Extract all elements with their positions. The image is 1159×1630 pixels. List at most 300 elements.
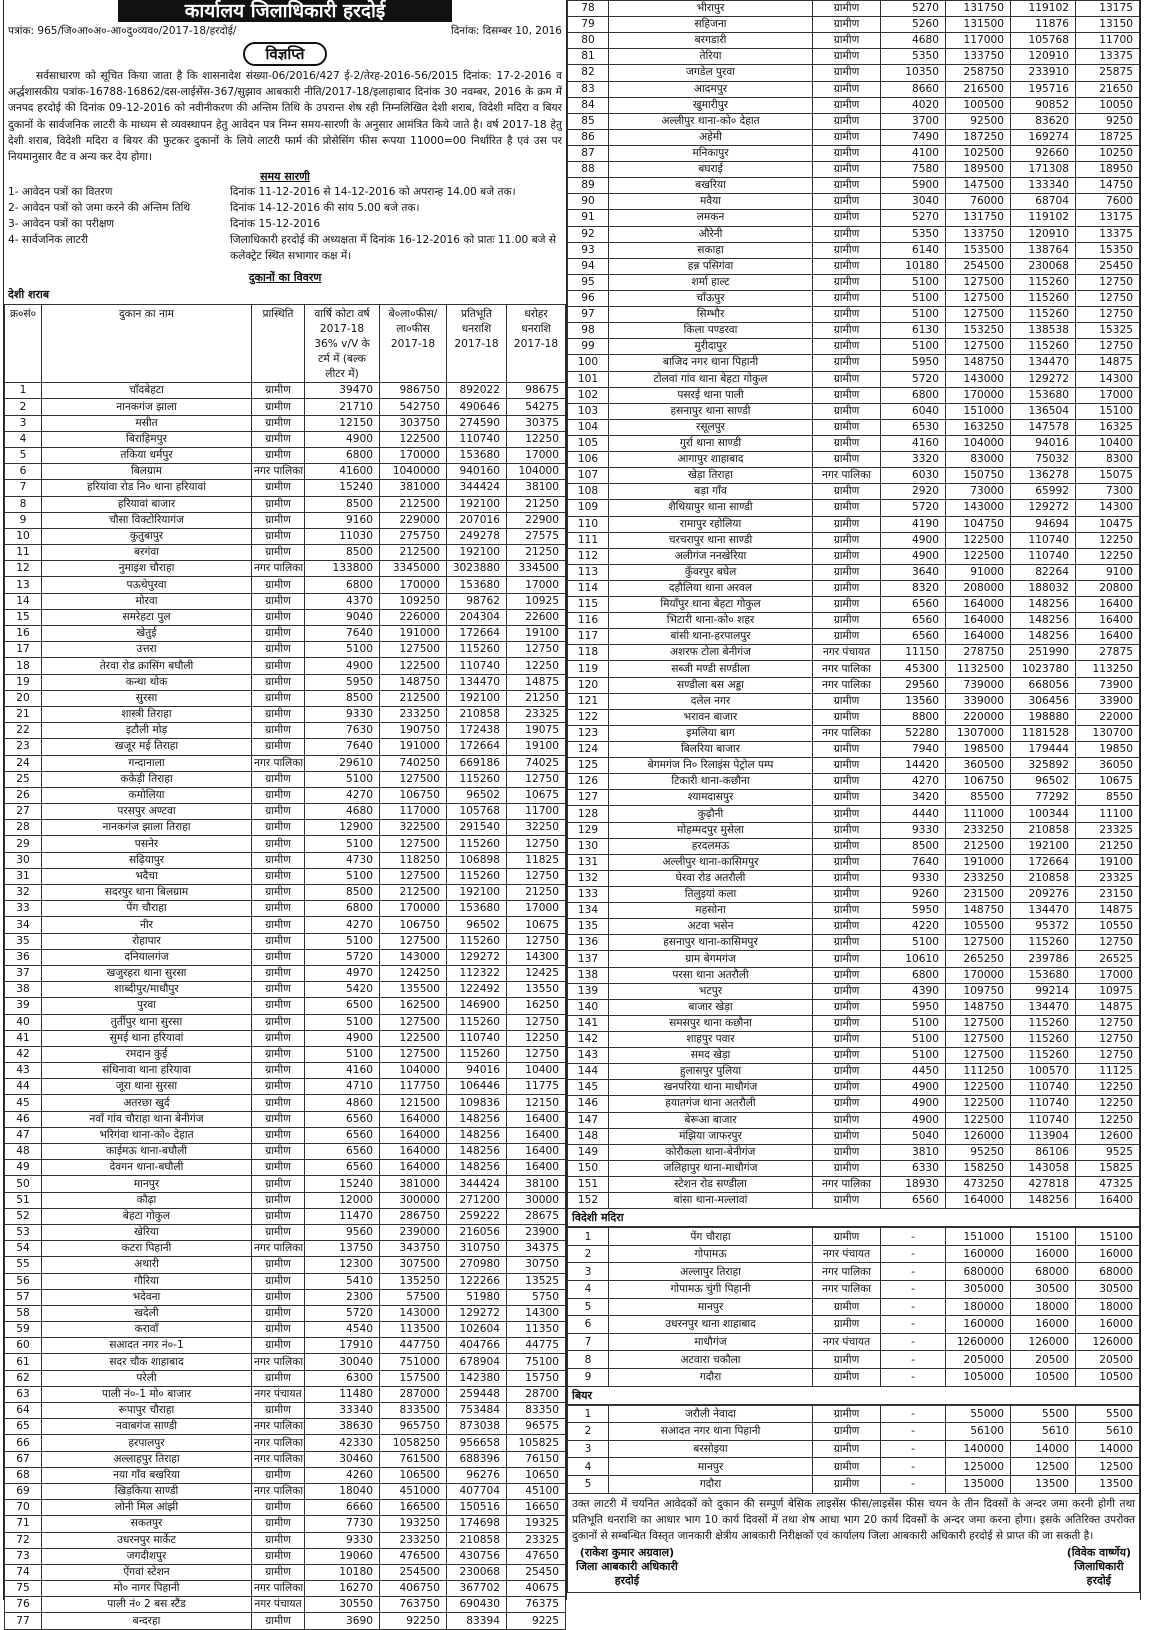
deposit-amount: 23325 [507, 706, 566, 722]
annual-quota: 10610 [881, 951, 946, 967]
shop-name: नीर [42, 917, 252, 933]
shop-name: खेरिया [42, 1224, 252, 1240]
status: ग्रामीण [252, 1111, 305, 1127]
status: नगर पंचायत [813, 645, 881, 661]
status: ग्रामीण [813, 33, 881, 49]
security-amount: 306456 [1011, 693, 1076, 709]
serial-number: 68 [5, 1467, 42, 1483]
table-row [5, 626, 566, 642]
security-amount: 115260 [447, 642, 507, 658]
shop-name: हसनापुर थाना साण्डी [609, 403, 813, 419]
serial-number: 101 [568, 371, 609, 387]
deposit-amount: 54275 [507, 399, 566, 415]
deposit-amount: 11700 [507, 804, 566, 820]
license-fee: 170000 [380, 447, 447, 463]
security-amount: 192100 [447, 545, 507, 561]
security-amount: 148256 [1011, 597, 1076, 613]
status: ग्रामीण [252, 852, 305, 868]
annual-quota: 13560 [881, 693, 946, 709]
status: ग्रामीण [813, 903, 881, 919]
license-fee: 127500 [380, 1046, 447, 1062]
serial-number: 15 [5, 609, 42, 625]
deposit-amount: 12750 [507, 836, 566, 852]
security-amount: 940160 [447, 464, 507, 480]
table-row [5, 1289, 566, 1305]
table-row [5, 609, 566, 625]
serial-number: 47 [5, 1127, 42, 1143]
signature-left [576, 1546, 678, 1588]
serial-number: 83 [568, 81, 609, 97]
annual-quota: 4860 [305, 1095, 380, 1111]
status: ग्रामीण [813, 242, 881, 258]
status: ग्रामीण [252, 949, 305, 965]
serial-number: 100 [568, 355, 609, 371]
annual-quota: 5040 [881, 1128, 946, 1144]
license-fee: 833500 [380, 1403, 447, 1419]
table-row [5, 1354, 566, 1370]
serial-number: 102 [568, 387, 609, 403]
serial-number: 149 [568, 1144, 609, 1160]
schedule-date: दिनांक 11-12-2016 से 14-12-2016 को अपरान्ह 14.00 बजे तक। [230, 186, 516, 199]
status: नगर पालिका [252, 1451, 305, 1467]
deposit-amount: 14875 [1076, 355, 1140, 371]
deposit-amount: 10675 [507, 787, 566, 803]
annual-quota: 6800 [305, 901, 380, 917]
status: नगर पालिका [252, 1419, 305, 1435]
serial-number: 97 [568, 307, 609, 323]
status: ग्रामीण [813, 1440, 881, 1458]
status: नगर पंचायत [252, 1386, 305, 1402]
security-amount: 95372 [1011, 919, 1076, 935]
table-row [5, 1046, 566, 1062]
shop-name: पसरई थाना पाली [609, 387, 813, 403]
serial-number: 96 [568, 290, 609, 306]
signatory-designation: जिला आबकारी अधिकारी [576, 1559, 678, 1573]
annual-quota: 9330 [881, 870, 946, 886]
deposit-amount: 26525 [1076, 951, 1140, 967]
table-row [5, 1208, 566, 1224]
status: ग्रामीण [813, 1368, 881, 1386]
shop-name: परेली [42, 1370, 252, 1386]
license-fee: 1260000 [946, 1333, 1011, 1351]
table-row [5, 593, 566, 609]
status: ग्रामीण [252, 1322, 305, 1338]
serial-number: 54 [5, 1241, 42, 1257]
shop-name: समसपुर थाना कछौना [609, 1015, 813, 1031]
serial-number: 13 [5, 577, 42, 593]
serial-number: 45 [5, 1095, 42, 1111]
serial-number: 21 [5, 706, 42, 722]
serial-number: 60 [5, 1338, 42, 1354]
deposit-amount: 15075 [1076, 468, 1140, 484]
license-fee: 121500 [380, 1095, 447, 1111]
security-amount: 148256 [447, 1144, 507, 1160]
annual-quota: - [881, 1245, 946, 1263]
serial-number: 128 [568, 806, 609, 822]
license-fee: 208000 [946, 580, 1011, 596]
security-amount: 96502 [447, 787, 507, 803]
shop-name: पुरवा [42, 998, 252, 1014]
serial-number: 116 [568, 613, 609, 629]
serial-number: 34 [5, 917, 42, 933]
deposit-amount: 17000 [1076, 967, 1140, 983]
shop-name: मुरीदापुर [609, 339, 813, 355]
security-amount: 94016 [1011, 435, 1076, 451]
annual-quota: 8500 [305, 496, 380, 512]
security-amount: 110740 [447, 658, 507, 674]
table-row [568, 822, 1140, 838]
table-row [5, 787, 566, 803]
deposit-amount: 17000 [507, 447, 566, 463]
license-fee: 148750 [380, 674, 447, 690]
desi-shops-table [4, 304, 566, 1629]
serial-number: 99 [568, 339, 609, 355]
license-fee: 680000 [946, 1263, 1011, 1281]
shop-name: सण्डीला बस अड्डा [609, 677, 813, 693]
table-row [568, 1316, 1140, 1334]
shop-name: नया गाँव बखरिया [42, 1467, 252, 1483]
serial-number: 55 [5, 1257, 42, 1273]
shop-name: भदैचा [42, 868, 252, 884]
table-row [568, 919, 1140, 935]
annual-quota: 29560 [881, 677, 946, 693]
annual-quota: 9330 [305, 706, 380, 722]
license-fee: 102500 [946, 145, 1011, 161]
table-row [5, 836, 566, 852]
table-row [568, 516, 1140, 532]
schedule-title: समय सारणी [260, 170, 310, 184]
license-fee: 56100 [946, 1423, 1011, 1441]
license-fee: 3345000 [380, 561, 447, 577]
table-row [568, 1263, 1140, 1281]
security-amount: 142380 [447, 1370, 507, 1386]
shop-name: खदेली [42, 1305, 252, 1321]
status: नगर पंचायत [813, 1245, 881, 1263]
status: ग्रामीण [252, 399, 305, 415]
license-fee: 1132500 [946, 661, 1011, 677]
status: ग्रामीण [252, 787, 305, 803]
security-amount: 68704 [1011, 194, 1076, 210]
security-amount: 110740 [1011, 1096, 1076, 1112]
serial-number: 22 [5, 723, 42, 739]
license-fee: 151000 [946, 403, 1011, 419]
table-row [568, 1064, 1140, 1080]
status: नगर पालिका [252, 561, 305, 577]
status: ग्रामीण [813, 597, 881, 613]
security-amount: 98762 [447, 593, 507, 609]
serial-number: 94 [568, 258, 609, 274]
status: ग्रामीण [252, 1046, 305, 1062]
deposit-amount: 47650 [507, 1548, 566, 1564]
table-row [5, 965, 566, 981]
serial-number: 20 [5, 690, 42, 706]
security-amount: 1181528 [1011, 725, 1076, 741]
shop-name: हयातगंज थाना अतरौली [609, 1096, 813, 1112]
shop-name: अथारी [42, 1257, 252, 1273]
license-fee: 205000 [946, 1351, 1011, 1369]
table-row [5, 1338, 566, 1354]
annual-quota: 18930 [881, 1176, 946, 1192]
deposit-amount: 14300 [1076, 371, 1140, 387]
shop-name: अशरफ टोला बेनीगंज [609, 645, 813, 661]
shop-name: बिराहिमपुर [42, 431, 252, 447]
shop-name: कुँवरपुर बघेल [609, 564, 813, 580]
security-amount: 209276 [1011, 887, 1076, 903]
security-amount: 210858 [447, 706, 507, 722]
security-amount: 129272 [1011, 371, 1076, 387]
annual-quota: 14420 [881, 758, 946, 774]
license-fee: 381000 [380, 1176, 447, 1192]
shop-name: अटवा भसेन [609, 919, 813, 935]
serial-number: 111 [568, 532, 609, 548]
shop-name: जगदीशपुर [42, 1548, 252, 1564]
serial-number: 61 [5, 1354, 42, 1370]
serial-number: 23 [5, 739, 42, 755]
shop-name: हन्न पसिगंवा [609, 258, 813, 274]
serial-number: 7 [568, 1333, 609, 1351]
annual-quota: 7640 [305, 739, 380, 755]
intro-paragraph: सर्वसाधारण को सूचित किया जाता है कि शासनादेश संख्या-06/2016/427 ई-2/तेरह-2016-56/2015 दिनांक: 17-2-2016 व अर्द्धशासकीय पत्रांक-16788-16862/दस-लाईसेंस-367/सुझाव आबकारी नीति/2017-18/इलाहाबाद दिनांक 30 नवम्बर, 2016 के क्रम में जनपद हरदोई की दिनांक 09-12-2016 को नवीनीकरण की अन्तिम तिथि के उपरान्त शेष रही निम्नलिखित देशी शराब, विदेशी मदिरा व बियर दुकानों के सार्वजनिक लाटरी के माध्यम से व्यवस्थापन हेतु आवेदन पत्र निम्न समय-सारणी के अनुसार आमंत्रित किये जाते है। वर्ष 2017-18 हेतु देशी शराब, विदेशी मदिरा व बियर की फुटकर दुकानों के लिये लाटरी फार्म की प्रोसेसिंग फीस रूपया 11000=00 निर्धारित है एवं उस पर नियमानुसार वैट व अन्य कर देय होगा। [8, 70, 562, 164]
security-amount: 20500 [1011, 1351, 1076, 1369]
deposit-amount: 12600 [1076, 1128, 1140, 1144]
deposit-amount: 40675 [507, 1581, 566, 1597]
shop-name: अलीगंज ननखेरिया [609, 548, 813, 564]
license-fee: 476500 [380, 1548, 447, 1564]
table-row [5, 415, 566, 431]
security-amount: 105768 [447, 804, 507, 820]
serial-number: 72 [5, 1532, 42, 1548]
deposit-amount: 11125 [1076, 1064, 1140, 1080]
license-fee: 127500 [946, 1032, 1011, 1048]
deposit-amount: 12250 [507, 658, 566, 674]
annual-quota: - [881, 1333, 946, 1351]
table-row [5, 901, 566, 917]
deposit-amount: 19100 [507, 626, 566, 642]
annual-quota: 3420 [881, 790, 946, 806]
security-amount: 172664 [447, 739, 507, 755]
status: ग्रामीण [813, 1458, 881, 1476]
shop-name: बाजार खेड़ा [609, 999, 813, 1015]
shop-name: शैथियापुर थाना साण्डी [609, 500, 813, 516]
status: ग्रामीण [252, 706, 305, 722]
shop-name: आगापुर शाहाबाद [609, 452, 813, 468]
table-row [568, 725, 1140, 741]
license-fee: 117000 [946, 33, 1011, 49]
serial-number: 56 [5, 1273, 42, 1289]
license-fee: 140000 [946, 1440, 1011, 1458]
serial-number: 125 [568, 758, 609, 774]
shop-name: हरियांवा रोड नि० थाना हरियावां [42, 480, 252, 496]
status: ग्रामीण [813, 81, 881, 97]
shops-title: दुकानों का विवरण [248, 271, 322, 285]
serial-number: 104 [568, 419, 609, 435]
serial-number: 1 [568, 1228, 609, 1246]
shop-name: खेतुई [42, 626, 252, 642]
license-fee: 739000 [946, 677, 1011, 693]
deposit-amount: 12750 [1076, 1032, 1140, 1048]
annual-quota: 3640 [881, 564, 946, 580]
license-fee: 109750 [946, 983, 1011, 999]
deposit-amount: 38100 [507, 480, 566, 496]
annual-quota: 41600 [305, 464, 380, 480]
signatory-place: हरदोई [1086, 1573, 1112, 1587]
shop-name: मोरवा [42, 593, 252, 609]
table-row [568, 1368, 1140, 1386]
shop-name: सकतपुर [42, 1516, 252, 1532]
license-fee: 170000 [946, 967, 1011, 983]
security-amount: 210858 [1011, 822, 1076, 838]
status: ग्रामीण [813, 1160, 881, 1176]
serial-number: 82 [568, 65, 609, 81]
security-amount: 148256 [1011, 613, 1076, 629]
shop-name: गन्दानाला [42, 755, 252, 771]
annual-quota: 4680 [305, 804, 380, 820]
status: ग्रामीण [813, 484, 881, 500]
status: ग्रामीण [252, 868, 305, 884]
deposit-amount: 19325 [507, 1516, 566, 1532]
license-fee: 220000 [946, 709, 1011, 725]
status: ग्रामीण [813, 113, 881, 129]
table-row [568, 967, 1140, 983]
security-amount: 427818 [1011, 1176, 1076, 1192]
license-fee: 131500 [946, 17, 1011, 33]
status: ग्रामीण [252, 1063, 305, 1079]
annual-quota: 6560 [305, 1160, 380, 1176]
annual-quota: 4100 [881, 145, 946, 161]
deposit-amount: 25450 [1076, 258, 1140, 274]
shop-name: हरियावां बाजार [42, 496, 252, 512]
serial-number: 52 [5, 1208, 42, 1224]
table-row [5, 1419, 566, 1435]
annual-quota: 6560 [881, 629, 946, 645]
shop-name: अल्लीपुर थाना-कासिमपुर [609, 854, 813, 870]
deposit-amount: 15750 [507, 1370, 566, 1386]
annual-quota: 19060 [305, 1548, 380, 1564]
shop-name: इमलिया बाग [609, 725, 813, 741]
serial-number: 39 [5, 998, 42, 1014]
table-row [568, 435, 1140, 451]
deposit-amount: 34375 [507, 1241, 566, 1257]
license-fee: 191000 [380, 626, 447, 642]
status: ग्रामीण [252, 609, 305, 625]
security-amount: 129272 [1011, 500, 1076, 516]
shop-name: खनपरिया थाना माधौगंज [609, 1080, 813, 1096]
security-amount: 274590 [447, 415, 507, 431]
shop-name: पऊथेपुरवा [42, 577, 252, 593]
status: ग्रामीण [813, 516, 881, 532]
serial-number: 146 [568, 1096, 609, 1112]
security-amount: 134470 [1011, 355, 1076, 371]
serial-number: 109 [568, 500, 609, 516]
security-amount: 122266 [447, 1273, 507, 1289]
annual-quota: 8500 [881, 838, 946, 854]
column-header: क्र०सं० [5, 305, 42, 383]
serial-number: 40 [5, 1014, 42, 1030]
annual-quota: 52280 [881, 725, 946, 741]
deposit-amount: 10550 [1076, 919, 1140, 935]
shop-name: बांसी थाना-हरपालपुर [609, 629, 813, 645]
serial-number: 28 [5, 820, 42, 836]
table-row [568, 999, 1140, 1015]
serial-number: 151 [568, 1176, 609, 1192]
security-amount: 136504 [1011, 403, 1076, 419]
license-fee: 160000 [946, 1316, 1011, 1334]
annual-quota: 5100 [881, 1032, 946, 1048]
license-fee: 542750 [380, 399, 447, 415]
status: ग्रामीण [813, 49, 881, 65]
table-row [568, 1298, 1140, 1316]
status: ग्रामीण [252, 933, 305, 949]
annual-quota: 6560 [305, 1127, 380, 1143]
serial-number: 144 [568, 1064, 609, 1080]
license-fee: 166500 [380, 1500, 447, 1516]
table-row [5, 1581, 566, 1597]
deposit-amount: 16000 [1076, 1316, 1140, 1334]
deposit-amount: 12750 [1076, 274, 1140, 290]
table-row [5, 868, 566, 884]
shop-name: नुमाइश चौराहा [42, 561, 252, 577]
shop-name: अल्लाहपुर तिराहा [42, 1451, 252, 1467]
column-header: दुकान का नाम [42, 305, 252, 383]
shop-name: भीरापुर [609, 1, 813, 17]
deposit-amount: 21250 [507, 545, 566, 561]
serial-number: 80 [568, 33, 609, 49]
annual-quota: 15240 [305, 1176, 380, 1192]
deposit-amount: 12750 [1076, 290, 1140, 306]
license-fee: 212500 [380, 690, 447, 706]
table-row [5, 1111, 566, 1127]
status: ग्रामीण [252, 1467, 305, 1483]
status: ग्रामीण [813, 790, 881, 806]
annual-quota: 4730 [305, 852, 380, 868]
status: ग्रामीण [252, 512, 305, 528]
shop-name: भरावन बाजार [609, 709, 813, 725]
column-header: बे०ला०फीस/ ला०फीस 2017-18 [380, 305, 447, 383]
license-fee: 127500 [380, 868, 447, 884]
table-row [5, 1467, 566, 1483]
table-row [568, 838, 1140, 854]
deposit-amount: 21250 [507, 690, 566, 706]
status: ग्रामीण [813, 919, 881, 935]
deposit-amount: 10400 [1076, 435, 1140, 451]
deposit-amount: 9250 [1076, 113, 1140, 129]
table-row [568, 65, 1140, 81]
annual-quota: 6030 [881, 468, 946, 484]
deposit-amount: 12750 [1076, 1015, 1140, 1031]
serial-number: 86 [568, 129, 609, 145]
status: ग्रामीण [813, 1298, 881, 1316]
deposit-amount: 17000 [507, 901, 566, 917]
serial-number: 27 [5, 804, 42, 820]
license-fee: 164000 [380, 1127, 447, 1143]
license-fee: 254500 [380, 1564, 447, 1580]
table-row [568, 1096, 1140, 1112]
deposit-amount: 19075 [507, 723, 566, 739]
serial-number: 130 [568, 838, 609, 854]
deposit-amount: 98675 [507, 383, 566, 399]
shop-name: बांसा थाना-मल्लावां [609, 1193, 813, 1209]
table-row [5, 1613, 566, 1629]
annual-quota: 5260 [881, 17, 946, 33]
license-fee: 109250 [380, 593, 447, 609]
security-amount: 216056 [447, 1224, 507, 1240]
deposit-amount: 12250 [1076, 1080, 1140, 1096]
security-amount: 230068 [447, 1564, 507, 1580]
license-fee: 85500 [946, 790, 1011, 806]
license-fee: 151000 [946, 1228, 1011, 1246]
table-row [568, 806, 1140, 822]
deposit-amount: 104000 [507, 464, 566, 480]
